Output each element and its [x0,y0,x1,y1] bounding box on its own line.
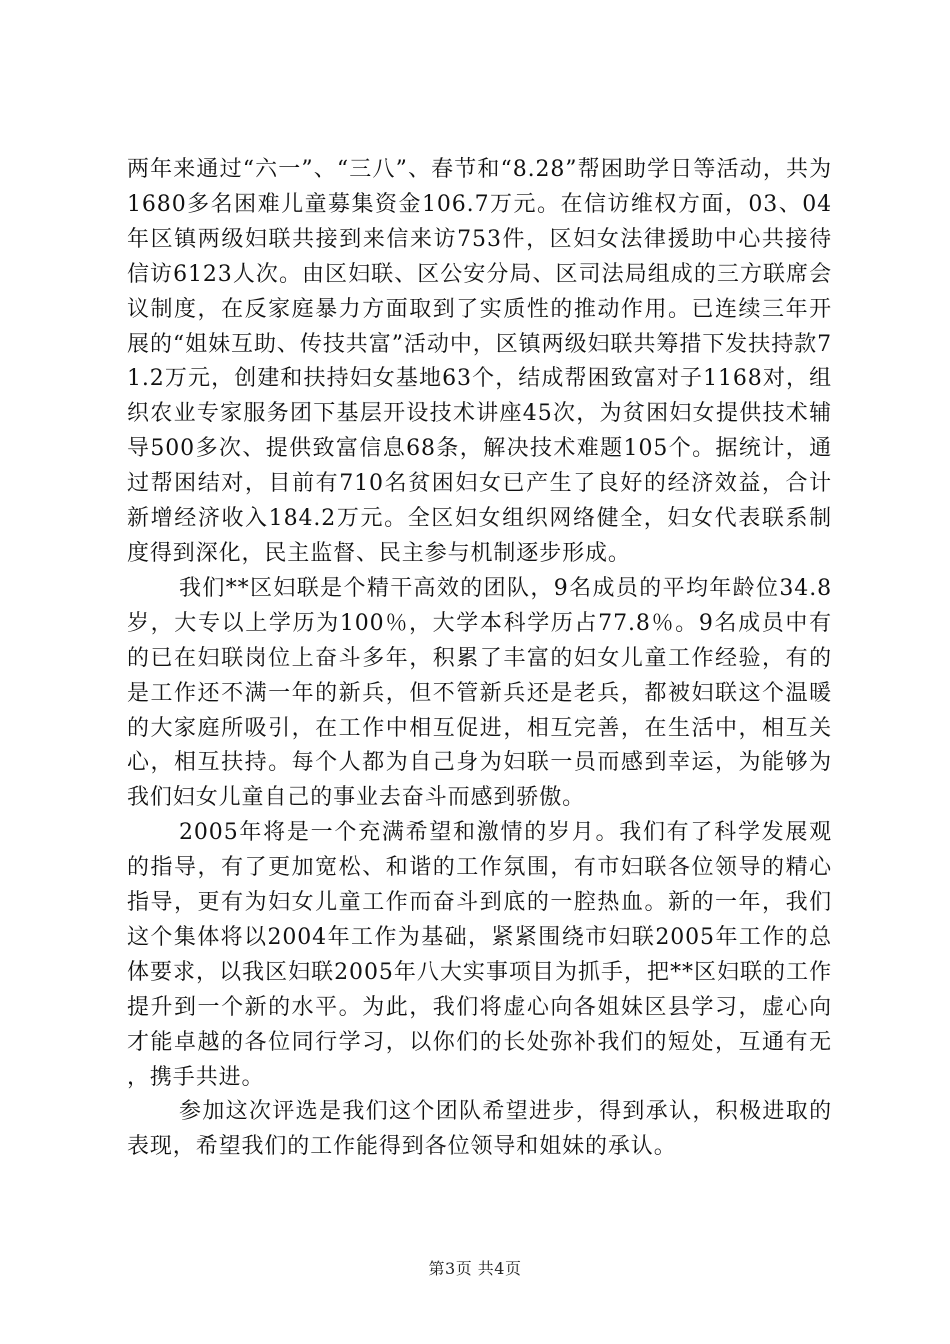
paragraph-continued: 两年来通过“六一”、“三八”、春节和“8.28”帮困助学日等活动，共为1680多名困难儿童募集资金106.7万元。在信访维权方面，03、04年区镇两级妇联共接到来信来访753件，区妇女法律援助中心共接待信访6123人次。由区妇联、区公安分局、区司法局组成的三方联席会议制度，在反家庭暴力方面取到了实质性的推动作用。已连续三年开展的“姐妹互助、传技共富”活动中，区镇两级妇联共筹措下发扶持款71.2万元，创建和扶持妇女基地63个，结成帮困致富对子1168对，组织农业专家服务团下基层开设技术讲座45次，为贫困妇女提供技术辅导500多次、提供致富信息68条，解决技术难题105个。据统计，通过帮困结对，目前有710名贫困妇女已产生了良好的经济效益，合计新增经济收入184.2万元。全区妇女组织网络健全，妇女代表联系制度得到深化，民主监督、民主参与机制逐步形成。 [127,157,832,566]
page-footer: 第3页 共4页 [428,1259,522,1278]
paragraph-team: 我们**区妇联是个精干高效的团队，9名成员的平均年龄位34.8岁，大专以上学历为100％，大学本科学历占77.8％。9名成员中有的已在妇联岗位上奋斗多年，积累了丰富的妇女儿童工作经验，有的是工作还不满一年的新兵，但不管新兵还是老兵，都被妇联这个温暖的大家庭所吸引，在工作中相互促进，相互完善，在生活中，相互关心，相互扶持。每个人都为自己身为妇联一员而感到幸运，为能够为我们妇女儿童自己的事业去奋斗而感到骄傲。 [127,575,832,811]
document-body [127,153,832,1165]
paragraph-closing: 参加这次评选是我们这个团队希望进步，得到承认，积极进取的表现，希望我们的工作能得到各位领导和姐妹的承认。 [127,1099,832,1160]
paragraph-2005-plan: 2005年将是一个充满希望和激情的岁月。我们有了科学发展观的指导，有了更加宽松、和谐的工作氛围，有市妇联各位领导的精心指导，更有为妇女儿童工作而奋斗到底的一腔热血。新的一年，我们这个集体将以2004年工作为基础，紧紧围绕市妇联2005年工作的总体要求，以我区妇联2005年八大实事项目为抓手，把**区妇联的工作提升到一个新的水平。为此，我们将虚心向各姐妹区县学习，虚心向才能卓越的各位同行学习，以你们的长处弥补我们的短处，互通有无，携手共进。 [127,820,832,1090]
